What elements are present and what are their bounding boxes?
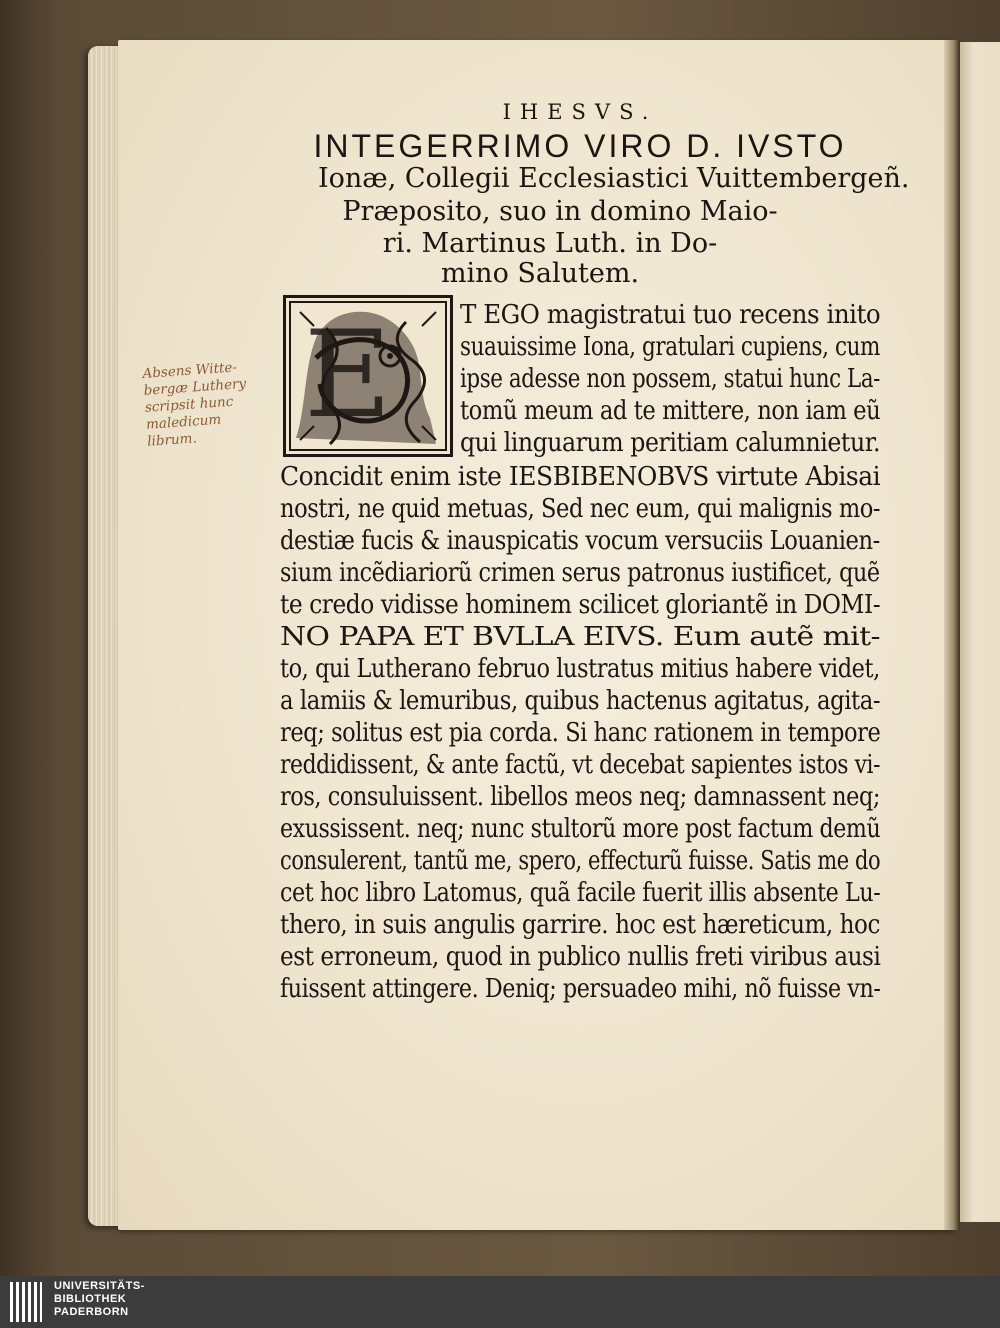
body-text-line: a lamiis & lemuribus, quibus hactenus agitatus, agita- [280, 686, 881, 716]
running-head: IHESVS. [502, 100, 658, 124]
body-text-line: NO PAPA ET BVLLA EIVS. Eum autẽ mit- [280, 622, 881, 652]
dedication-line-1: Ionæ, Collegii Ecclesiastici Vuittembergeñ. [318, 163, 910, 194]
body-text-line: to, qui Lutherano februo lustratus mitius habere videt, [280, 654, 880, 684]
decorated-initial [283, 295, 453, 457]
book-gutter [944, 40, 960, 1230]
marginal-note-line: bergæ Luthery [143, 375, 247, 399]
body-text-line: destiæ fucis & inauspicatis vocum versuciis Louanien- [280, 526, 880, 556]
library-name-line: PADERBORN [54, 1306, 129, 1318]
body-text-line: te credo vidisse hominem scilicet gloriantẽ in DOMI- [280, 590, 881, 620]
body-text-line: qui linguarum peritiam calumnietur. [460, 428, 881, 458]
library-name-line: UNIVERSITÄTS- [54, 1280, 145, 1292]
marginal-note-line: maledicum [145, 411, 222, 433]
footer-bar [0, 1276, 1000, 1328]
body-text-line: est erroneum, quod in publico nullis freti viribus ausi [280, 942, 881, 972]
library-name [54, 1280, 145, 1319]
initial-letter: E [304, 306, 392, 445]
body-text-line: ros, consuluissent. libellos meos neq; damnassent neq; [280, 782, 880, 812]
body-text-line: reddidissent, & ante factũ, vt decebat sapientes istos vi- [280, 750, 881, 780]
library-name-line: BIBLIOTHEK [54, 1293, 127, 1305]
body-text-line: fuissent attingere. Deniq; persuadeo mihi, nõ fuisse vn- [280, 974, 881, 1004]
page-title: INTEGERRIMO VIRO D. IVSTO [313, 128, 847, 164]
body-text-line: cet hoc libro Latomus, quã facile fuerit illis absente Lu- [280, 878, 881, 908]
body-text-line: Concidit enim iste IESBIBENOBVS virtute Abisai [280, 462, 881, 492]
body-text-line: T EGO magistratui tuo recens inito [460, 300, 881, 330]
dedication-line-2: Præposito, suo in domino Maio- [342, 196, 778, 227]
library-logo-icon [8, 1280, 44, 1324]
body-text-line: nostri, ne quid metuas, Sed nec eum, qui malignis mo- [280, 494, 881, 524]
body-text-line: ipse adesse non possem, statui hunc La- [460, 364, 880, 394]
marginal-note-line: Absens Witte- [142, 359, 238, 382]
body-text-line: exussissent. neq; nunc stultorũ more post factum demũ [280, 814, 881, 844]
marginal-note-line: scripsit hunc [144, 393, 234, 416]
facing-page-edge [960, 42, 1000, 1222]
body-text-line: suauissime Iona, gratulari cupiens, cum [460, 332, 880, 362]
body-text-line: req; solitus est pia corda. Si hanc rationem in tempore [280, 718, 881, 748]
body-text-line: sium incẽdiariorũ crimen serus patronus iustificet, quẽ [280, 558, 880, 588]
body-text-line: tomũ meum ad te mittere, non iam eũ [460, 396, 881, 426]
handwritten-marginal-note [142, 357, 278, 451]
body-text-line: consulerent, tantũ me, spero, effecturũ fuisse. Satis me do [280, 846, 881, 876]
dedication-line-4: mino Salutem. [440, 258, 640, 289]
marginal-note-line: librum. [146, 430, 198, 450]
body-text-line: thero, in suis angulis garrire. hoc est hæreticum, hoc [280, 910, 880, 940]
dedication-line-3: ri. Martinus Luth. in Do- [382, 228, 718, 259]
